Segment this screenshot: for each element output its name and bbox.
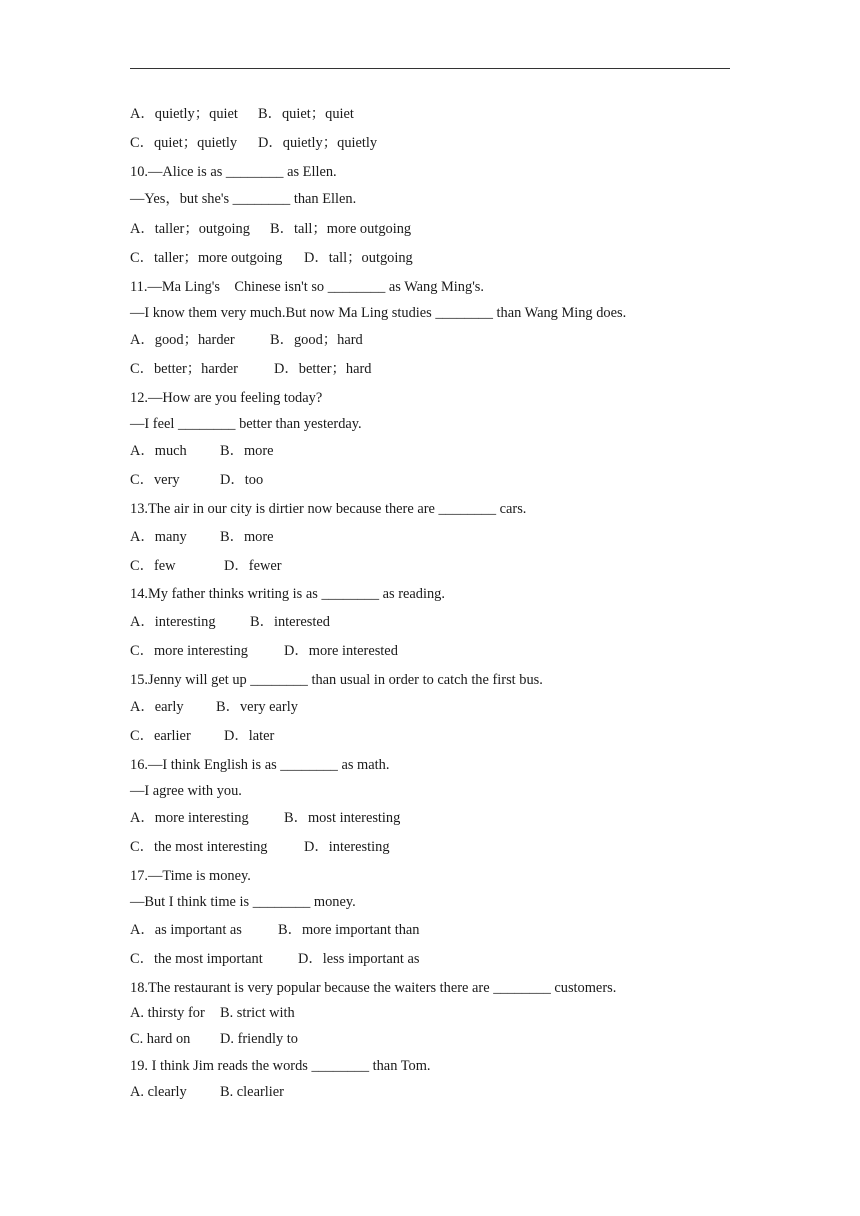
option-a: A．interesting [130,614,216,630]
question-text: 14.My father thinks writing is as ________ as reading. [130,586,445,602]
option-b: B．most interesting [284,810,401,826]
option-a: A. clearly [130,1084,187,1100]
option-b: B．interested [250,614,330,630]
question-text: —I agree with you. [130,783,242,799]
option-b: B．more [220,443,274,459]
option-b: D．later [224,728,275,744]
question-text: 16.—I think English is as ________ as math. [130,757,390,773]
option-b: B．good；hard [270,332,363,348]
question-text: —I know them very much.But now Ma Ling studies ________ than Wang Ming does. [130,305,627,321]
option-a: A．early [130,699,184,715]
option-a: A．much [130,443,187,459]
option-b: B．quiet；quiet [258,106,354,122]
option-a: C．earlier [130,728,191,744]
option-a: A．taller；outgoing [130,221,250,237]
option-b: D．more interested [284,643,398,659]
option-b: B. strict with [220,1005,295,1021]
option-a: C．more interesting [130,643,248,659]
option-b: D．less important as [298,951,420,967]
option-b: D．quietly；quietly [258,135,378,151]
question-text: 18.The restaurant is very popular because the waiters there are ________ customers. [130,980,617,996]
option-a: A．quietly；quiet [130,106,238,122]
question-text: 12.—How are you feeling today? [130,390,323,406]
option-a: C．the most interesting [130,839,268,855]
question-text: —Yes，but she's ________ than Ellen. [130,191,357,207]
option-a: C．quiet；quietly [130,135,238,151]
question-text: —But I think time is ________ money. [130,894,356,910]
option-b: B．tall；more outgoing [270,221,412,237]
option-b: B．very early [216,699,298,715]
option-a: A．good；harder [130,332,235,348]
option-b: B. clearlier [220,1084,284,1100]
option-b: D．fewer [224,558,282,574]
option-b: B．more important than [278,922,420,938]
option-a: C．taller；more outgoing [130,250,283,266]
option-a: C．better；harder [130,361,238,377]
option-b: B．more [220,529,274,545]
option-a: A．many [130,529,187,545]
option-a: A．as important as [130,922,242,938]
question-text: 19. I think Jim reads the words ________ than Tom. [130,1058,431,1074]
option-b: D. friendly to [220,1031,298,1047]
option-b: D．tall；outgoing [304,250,413,266]
option-a: C．the most important [130,951,263,967]
question-text: 13.The air in our city is dirtier now because there are ________ cars. [130,501,527,517]
option-a: C．few [130,558,176,574]
option-a: C. hard on [130,1031,191,1047]
option-a: A．more interesting [130,810,249,826]
option-b: D．interesting [304,839,390,855]
option-b: D．better；hard [274,361,372,377]
question-text: 11.—Ma Ling's Chinese isn't so ________ as Wang Ming's. [130,279,484,295]
option-b: D．too [220,472,264,488]
question-text: 10.—Alice is as ________ as Ellen. [130,164,337,180]
header-rule [130,68,730,69]
question-text: 15.Jenny will get up ________ than usual in order to catch the first bus. [130,672,543,688]
option-a: A. thirsty for [130,1005,205,1021]
question-text: —I feel ________ better than yesterday. [130,416,362,432]
question-text: 17.—Time is money. [130,868,251,884]
option-a: C．very [130,472,180,488]
